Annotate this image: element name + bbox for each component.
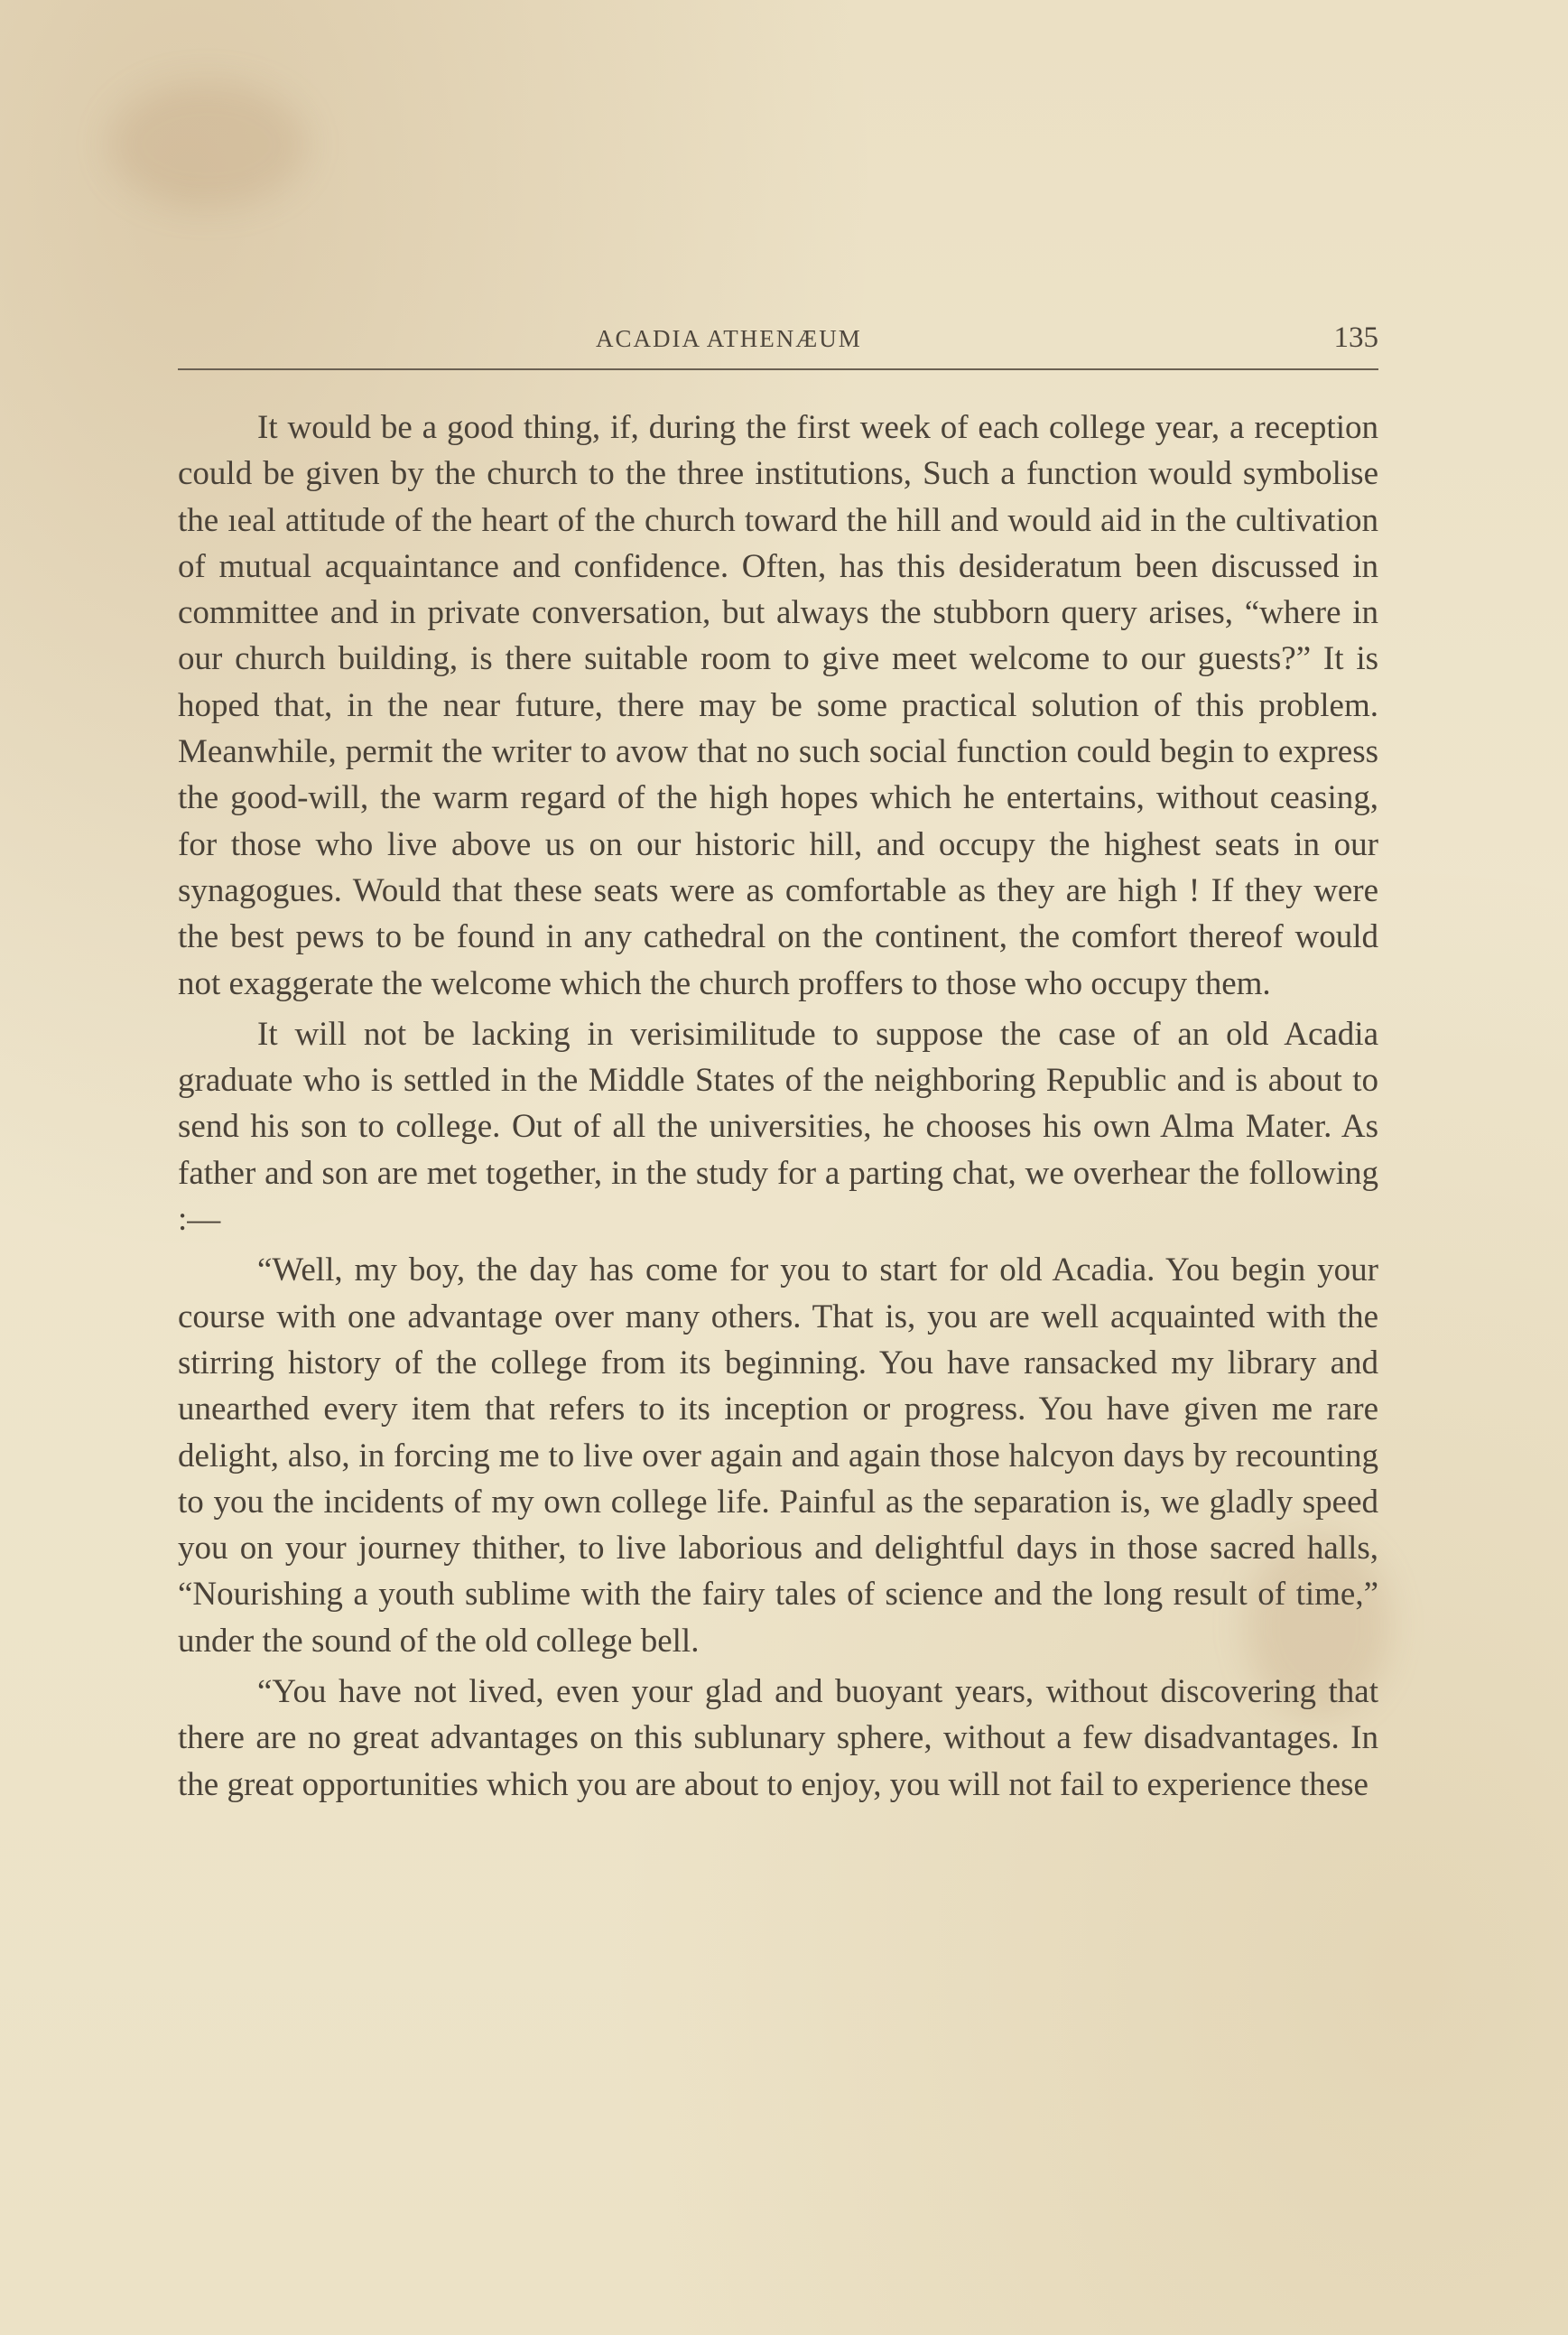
running-title: ACADIA ATHENÆUM	[596, 325, 862, 352]
article-body	[178, 405, 1378, 1808]
header-rule	[178, 368, 1378, 370]
paragraph-reception: It would be a good thing, if, during the first week of each college year, a reception could be given by the church to the three institutions, Such a function would symbolise the ıeal attitude of the heart of the church toward the hill and would aid in the cultivation of mutual acquaintance and confidence. Often, has this desideratum been discussed in committee and in private conversation, but always the stubborn query arises, “where in our church building, is there suitable room to give meet welcome to our guests?” It is hoped that, in the near future, there may be some practical solution of this problem. Meanwhile, permit the writer to avow that no such social function could begin to express the good-will, the warm regard of the high hopes which he entertains, without ceasing, for those who live above us on our historic hill, and occupy the highest seats in our synagogues. Would that these seats were as comfortable as they are high ! If they were the best pews to be found in any cathedral on the continent, the comfort thereof would not exaggerate the welcome which the church proffers to those who occupy them.	[178, 409, 1378, 1002]
paragraph-acadia-graduate: It will not be lacking in verisimilitude to suppose the case of an old Acadia graduate who is settled in the Middle States of the neighboring Republic and is about to send his son to college. Out of all the universities, he chooses his own Alma Mater. As father and son are met together, in the study for a parting chat, we overhear the following :—	[178, 1015, 1378, 1239]
running-header	[178, 318, 1378, 372]
paragraph-father-speech: “Well, my boy, the day has come for you to start for old Acadia. You begin your course with one advantage over many others. That is, you are well acquainted with the stirring history of the college from its beginning. You have ransacked my library and unearthed every item that refers to its inception or progress. You have given me rare delight, also, in forcing me to live over again and again those halcyon days by recounting to you the incidents of my own college life. Painful as the separation is, we gladly speed you on your journey thither, to live laborious and delightful days in those sacred halls, “Nourishing a youth sublime with the fairy tales of science and the long result of time,” under the sound of the old college bell.	[178, 1251, 1378, 1660]
paragraph-advantages: “You have not lived, even your glad and buoyant years, without discovering that there are no great advantages on this sublunary sphere, without a few disadvantages. In the great opportunities which you are about to enjoy, you will not fail to experience these	[178, 1673, 1378, 1803]
page-number: 135	[1333, 321, 1378, 354]
paper-stain	[108, 81, 307, 208]
